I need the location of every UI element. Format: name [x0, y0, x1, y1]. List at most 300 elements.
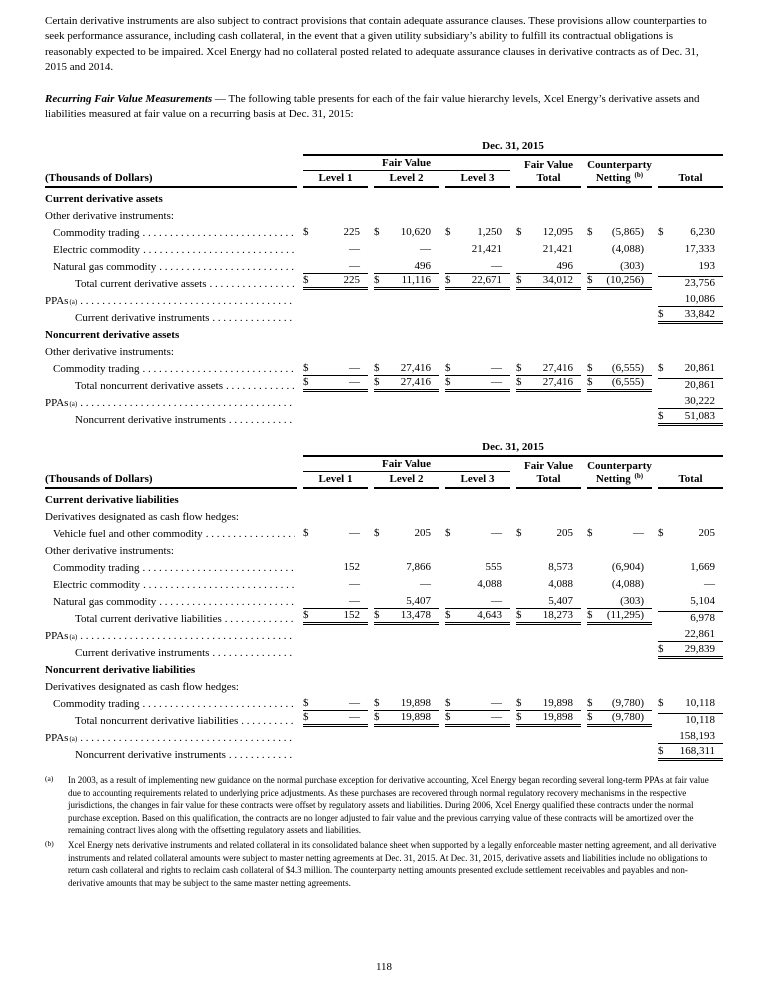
cell-value: (303): [620, 595, 644, 608]
row-label-text: Total noncurrent derivative assets: [75, 380, 223, 393]
col-header: Total: [658, 473, 723, 489]
currency-symbol: $: [516, 362, 522, 375]
table-row: [45, 256, 723, 273]
header-date-row: [45, 439, 723, 457]
cell-value: —: [349, 697, 360, 710]
table-cell: [445, 578, 510, 591]
cell-value: 19,898: [542, 711, 573, 724]
row-label: [45, 681, 297, 693]
cell-value: 17,333: [684, 243, 716, 256]
table-cell: [587, 608, 652, 625]
currency-symbol: $: [303, 362, 309, 375]
table-cell: [516, 595, 581, 608]
cell-value: 51,083: [684, 410, 716, 423]
row-label-text: Vehicle fuel and other commodity: [53, 528, 203, 541]
table-cell: [658, 226, 723, 239]
cell-value: 21,421: [471, 243, 502, 256]
col-header: Netting $^{(b)}$: [587, 473, 652, 489]
row-label-text: Commodity trading: [53, 227, 140, 240]
row-label: [45, 278, 297, 290]
table-cell: [587, 561, 652, 574]
table-cell: [658, 730, 723, 744]
table-cell: [303, 260, 368, 273]
table-cell: [516, 362, 581, 375]
cell-value: 27,416: [542, 362, 573, 375]
fair-value-table: [45, 439, 723, 761]
cell-value: 10,118: [685, 714, 716, 727]
row-label: [45, 511, 297, 523]
currency-symbol: $: [303, 226, 309, 239]
cell-value: (6,555): [611, 376, 644, 389]
table-cell: [303, 595, 368, 608]
currency-symbol: $: [516, 274, 522, 287]
table-cell: [445, 260, 510, 273]
cell-value: 20,861: [684, 379, 716, 392]
table-cell: [445, 561, 510, 574]
currency-symbol: $: [516, 226, 522, 239]
currency-symbol: $: [445, 697, 451, 710]
currency-symbol: $: [587, 362, 593, 375]
row-label: [45, 261, 297, 273]
table-cell: [303, 362, 368, 375]
table-row: [45, 341, 723, 358]
row-label: [45, 562, 297, 574]
table-cell: [445, 527, 510, 540]
col-header: Level 2: [374, 172, 439, 188]
col-header: Level 3: [445, 473, 510, 489]
row-label-text: Current derivative liabilities: [45, 494, 179, 507]
currency-symbol: $: [587, 527, 593, 540]
table-cell: [374, 226, 439, 239]
table-row: [45, 727, 723, 744]
dot-leader: [142, 698, 295, 710]
table-cell: [658, 561, 723, 574]
header-cols-row: [45, 171, 723, 188]
table-row: [45, 540, 723, 557]
cell-value: 22,861: [684, 628, 716, 641]
fair-value-spanner: Fair Value: [303, 157, 510, 171]
currency-symbol: $: [374, 527, 380, 540]
row-label-text: Noncurrent derivative liabilities: [45, 664, 196, 677]
row-label: [45, 613, 297, 625]
row-label-text: PPAs: [45, 397, 69, 410]
currency-symbol: $: [445, 527, 451, 540]
row-label-text: Commodity trading: [53, 363, 140, 376]
dot-leader: [209, 278, 295, 290]
currency-symbol: $: [658, 745, 664, 758]
table-row: [45, 358, 723, 375]
row-label-text: Current derivative instruments: [75, 312, 210, 325]
cell-value: —: [349, 527, 360, 540]
cell-value: 19,898: [400, 711, 431, 724]
fair-value-spanner: Fair Value: [303, 458, 510, 472]
table-cell: [445, 273, 510, 290]
row-label-text: Commodity trading: [53, 698, 140, 711]
cell-value: —: [349, 362, 360, 375]
dot-leader: [212, 312, 295, 324]
cell-value: 20,861: [684, 362, 716, 375]
cell-value: 555: [485, 561, 502, 574]
row-label-text: Noncurrent derivative instruments: [75, 414, 226, 427]
cell-value: 193: [698, 260, 716, 273]
table-cell: [374, 710, 439, 727]
cell-value: 158,193: [679, 730, 716, 743]
cell-value: 13,478: [400, 609, 431, 622]
row-label-text: Natural gas commodity: [53, 261, 157, 274]
table-row: [45, 659, 723, 676]
table-cell: [445, 697, 510, 710]
table-row: [45, 676, 723, 693]
currency-symbol: $: [374, 274, 380, 287]
currency-symbol: $: [516, 527, 522, 540]
cell-value: (4,088): [611, 243, 644, 256]
table-cell: [587, 578, 652, 591]
table-cell: [516, 697, 581, 710]
row-label-text: Derivatives designated as cash flow hedges:: [45, 681, 239, 694]
cell-value: —: [491, 697, 502, 710]
currency-symbol: $: [445, 226, 451, 239]
row-label-text: Other derivative instruments:: [45, 545, 174, 558]
table-cell: [303, 608, 368, 625]
currency-symbol: $: [445, 274, 451, 287]
footnote-text: In 2003, as a result of implementing new guidance on the normal purchase exception for derivative accounting, Xcel Energy began recording several long-term PPAs at fair value due to accounting requirements related to underlying price adjustments. As these purchases are recovered through normal regulatory recovery mechanisms in the respective jurisdictions, the changes in fair value for these contracts were offset by regulatory assets and liabilities. During 2006, Xcel Energy qualified these contracts under the normal purchase exception. Based on this qualification, the contracts are no longer adjusted to fair value and the previous carrying value of these contracts will be amortized over the remaining contract lives along with the offsetting regulatory assets and liabilities.: [68, 775, 709, 836]
row-label-text: Natural gas commodity: [53, 596, 157, 609]
cell-value: 1,669: [690, 561, 716, 574]
cell-value: 21,421: [542, 243, 573, 256]
table-cell: [658, 578, 723, 591]
table-cell: [587, 595, 652, 608]
table-row: [45, 273, 723, 290]
currency-symbol: $: [374, 226, 380, 239]
currency-symbol: $: [516, 697, 522, 710]
cell-value: (6,904): [611, 561, 644, 574]
table-cell: [658, 527, 723, 540]
currency-symbol: $: [658, 527, 664, 540]
table-cell: [374, 608, 439, 625]
cell-value: 11,116: [401, 274, 431, 287]
cell-value: 168,311: [679, 745, 716, 758]
table-cell: [587, 362, 652, 375]
currency-symbol: $: [303, 274, 309, 287]
table-row: [45, 608, 723, 625]
row-label: [45, 698, 297, 710]
table-row: [45, 188, 723, 205]
row-label: [45, 380, 297, 392]
cell-value: 4,643: [477, 609, 502, 622]
cell-value: —: [491, 376, 502, 389]
dot-leader: [206, 528, 295, 540]
cell-value: (6,555): [611, 362, 644, 375]
table-cell: [303, 375, 368, 392]
currency-symbol: $: [374, 376, 380, 389]
currency-symbol: $: [445, 362, 451, 375]
cell-value: 6,230: [690, 226, 716, 239]
row-label: [45, 210, 297, 222]
table-row: [45, 392, 723, 409]
dot-leader: [80, 397, 295, 409]
cell-value: 4,088: [477, 578, 502, 591]
dot-leader: [142, 562, 295, 574]
table-cell: [516, 578, 581, 591]
table-cell: [658, 378, 723, 392]
table-cell: [658, 643, 723, 659]
cell-value: —: [349, 578, 360, 591]
table-cell: [374, 561, 439, 574]
currency-symbol: $: [587, 274, 593, 287]
currency-symbol: $: [374, 609, 380, 622]
col-header: Level 2: [374, 473, 439, 489]
table-cell: [516, 375, 581, 392]
row-label: [45, 545, 297, 557]
table-cell: [658, 410, 723, 426]
row-label-text: Electric commodity: [53, 579, 141, 592]
cell-value: —: [491, 711, 502, 724]
cell-value: 19,898: [542, 697, 573, 710]
col-header: Level 1: [303, 172, 368, 188]
table-cell: [445, 608, 510, 625]
currency-symbol: $: [374, 362, 380, 375]
currency-symbol: $: [587, 711, 593, 724]
cell-value: —: [491, 362, 502, 375]
table-cell: [658, 260, 723, 273]
currency-symbol: $: [587, 226, 593, 239]
col-header: Level 3: [445, 172, 510, 188]
cell-value: (9,780): [611, 697, 644, 710]
dot-leader: [226, 380, 295, 392]
row-label: [45, 312, 297, 324]
row-label-text: Electric commodity: [53, 244, 141, 257]
recurring-fv-paragraph: [45, 92, 723, 123]
row-label: [45, 579, 297, 591]
table-row: [45, 222, 723, 239]
currency-symbol: $: [658, 226, 664, 239]
cell-value: 8,573: [548, 561, 573, 574]
row-label-text: Current derivative instruments: [75, 647, 210, 660]
table-cell: [303, 697, 368, 710]
table-cell: [303, 710, 368, 727]
table-row: [45, 375, 723, 392]
currency-symbol: $: [303, 697, 309, 710]
table-cell: [445, 226, 510, 239]
col-header-line1: Counterparty: [587, 159, 652, 172]
cell-value: (10,256): [606, 274, 644, 287]
page-number: 118: [375, 961, 393, 974]
table-cell: [516, 260, 581, 273]
row-label: [45, 596, 297, 608]
recurring-fv-text: — The following table presents for each of the fair value hierarchy levels, Xcel Energy’s derivative assets and liabilities measured at fair value on a recurring basis at Dec. 31, 2015:: [45, 92, 700, 121]
currency-symbol: $: [587, 609, 593, 622]
currency-symbol: $: [374, 697, 380, 710]
row-label: PPAs (a) . . .: [45, 397, 297, 409]
currency-symbol: $: [516, 376, 522, 389]
currency-symbol: $: [303, 609, 309, 622]
cell-value: —: [349, 260, 360, 273]
fair-value-table: [45, 138, 723, 426]
cell-value: (11,295): [606, 609, 644, 622]
cell-value: (303): [620, 260, 644, 273]
dot-leader: [225, 613, 295, 625]
row-label: [45, 346, 297, 358]
cell-value: 496: [556, 260, 573, 273]
row-label: [45, 363, 297, 375]
cell-value: —: [491, 260, 502, 273]
table-cell: [303, 578, 368, 591]
row-label-text: Noncurrent derivative assets: [45, 329, 180, 342]
row-label: [45, 664, 297, 676]
cell-value: 18,273: [542, 609, 573, 622]
cell-value: 34,012: [542, 274, 573, 287]
cell-value: —: [633, 527, 644, 540]
table-cell: [587, 375, 652, 392]
table-cell: [658, 308, 723, 324]
intro-paragraph: Certain derivative instruments are also subject to contract provisions that contain adequate assurance clauses. These provisions allow counterparties to seek performance assurance, including cash collateral, in the event that a given utility subsidiary’s ability to fulfill its contractual obligations is reasonably expected to be impaired. Xcel Energy had no collateral posted related to adequate assurance clauses in derivative contracts as of Dec. 31, 2015 and 2014.: [45, 15, 707, 74]
table-cell: [516, 273, 581, 290]
cell-value: 5,104: [690, 595, 716, 608]
cell-value: —: [491, 595, 502, 608]
cell-value: (4,088): [611, 578, 644, 591]
table-row: [45, 523, 723, 540]
table-cell: [658, 745, 723, 761]
table-cell: [516, 527, 581, 540]
row-label: [45, 227, 297, 239]
row-label: PPAs (a) . . .: [45, 295, 297, 307]
cell-value: 225: [343, 274, 360, 287]
table-cell: [516, 710, 581, 727]
currency-symbol: $: [445, 376, 451, 389]
cell-value: 7,866: [406, 561, 431, 574]
table-cell: [516, 243, 581, 256]
cell-value: —: [420, 243, 431, 256]
cell-value: 205: [698, 527, 716, 540]
col-header: Netting $^{(b)}$: [587, 172, 652, 188]
table-cell: [658, 293, 723, 307]
date-header: Dec. 31, 2015: [303, 441, 723, 457]
row-label-text: PPAs: [45, 732, 69, 745]
header-cols-row: [45, 472, 723, 489]
table-cell: [587, 697, 652, 710]
dot-leader: [212, 647, 295, 659]
footnote-ref: (b): [634, 471, 644, 480]
table-cell: [374, 260, 439, 273]
cell-value: —: [420, 578, 431, 591]
cell-value: (9,780): [611, 711, 644, 724]
cell-value: 496: [414, 260, 431, 273]
col-header-line1: Counterparty: [587, 460, 652, 473]
cell-value: 6,978: [690, 612, 716, 625]
table-cell: [658, 713, 723, 727]
cell-value: 27,416: [400, 376, 431, 389]
footnotes: [45, 774, 723, 889]
footnote-marker: (b): [45, 839, 54, 849]
table-cell: [658, 276, 723, 290]
table-cell: [587, 243, 652, 256]
col-header-line1: Fair Value: [523, 159, 573, 172]
table-row: [45, 409, 723, 426]
cell-value: 12,095: [542, 226, 573, 239]
row-label-text: Derivatives designated as cash flow hedges:: [45, 511, 239, 524]
dot-leader: [229, 414, 295, 426]
table-row: [45, 642, 723, 659]
table-cell: [445, 362, 510, 375]
cell-value: (5,865): [611, 226, 644, 239]
cell-value: 30,222: [684, 395, 716, 408]
cell-value: 205: [556, 527, 573, 540]
cell-value: 23,756: [684, 277, 716, 290]
dot-leader: [80, 630, 295, 642]
table-cell: [658, 697, 723, 710]
row-label: [45, 494, 297, 506]
col-header: Level 1: [303, 473, 368, 489]
row-label-text: Other derivative instruments:: [45, 346, 174, 359]
col-header: Total: [658, 172, 723, 188]
table-cell: [516, 608, 581, 625]
row-label: [45, 749, 297, 761]
cell-value: 33,842: [684, 308, 716, 321]
cell-value: 19,898: [400, 697, 431, 710]
row-label: [45, 715, 297, 727]
header-spanner-row: [45, 457, 723, 472]
table-cell: [374, 273, 439, 290]
table-cell: [374, 362, 439, 375]
footnote-marker: (a): [45, 774, 54, 784]
table-cell: [374, 578, 439, 591]
cell-value: 29,839: [684, 643, 716, 656]
footnote-text: Xcel Energy nets derivative instruments and related collateral in its consolidated balance sheet when supported by a legally enforceable master netting agreement, and all derivative instruments and related collateral amounts were subject to master netting agreements at Dec. 31, 2015. At Dec. 31, 2015, derivative assets and liabilities include no obligations to return cash collateral and rights to reclaim cash collateral of $4.3 million. The counterparty netting amounts presented exclude settlement receivables and payables and non-derivative amounts that may be subject to the same master netting agreements.: [68, 840, 717, 888]
header-date-row: [45, 138, 723, 156]
fv-table-0: [45, 138, 723, 426]
table-cell: [658, 628, 723, 642]
dot-leader: [229, 749, 295, 761]
row-label-text: Commodity trading: [53, 562, 140, 575]
currency-symbol: $: [658, 697, 664, 710]
thousands-of-dollars-label: (Thousands of Dollars): [45, 172, 297, 188]
row-label: PPAs (a) . . .: [45, 732, 297, 744]
cell-value: 1,250: [477, 226, 502, 239]
row-label: [45, 244, 297, 256]
cell-value: —: [349, 243, 360, 256]
currency-symbol: $: [445, 609, 451, 622]
table-cell: [374, 527, 439, 540]
table-cell: [303, 226, 368, 239]
currency-symbol: $: [303, 711, 309, 724]
currency-symbol: $: [587, 376, 593, 389]
cell-value: 27,416: [542, 376, 573, 389]
dot-leader: [241, 715, 295, 727]
table-cell: [516, 561, 581, 574]
row-label: [45, 647, 297, 659]
currency-symbol: $: [303, 527, 309, 540]
fv-table-1: [45, 439, 723, 761]
table-cell: [374, 243, 439, 256]
cell-value: 152: [343, 561, 360, 574]
cell-value: —: [349, 711, 360, 724]
dot-leader: [80, 295, 295, 307]
dot-leader: [143, 579, 295, 591]
row-label-text: PPAs: [45, 295, 69, 308]
header-spanner-row: [45, 156, 723, 171]
table-cell: [658, 611, 723, 625]
cell-value: 205: [414, 527, 431, 540]
recurring-fv-heading: Recurring Fair Value Measurements: [45, 92, 213, 105]
table-row: [45, 625, 723, 642]
currency-symbol: $: [303, 376, 309, 389]
currency-symbol: $: [658, 410, 664, 423]
row-label: PPAs (a) . . .: [45, 630, 297, 642]
cell-value: 4,088: [548, 578, 573, 591]
cell-value: 225: [343, 226, 360, 239]
row-label-text: PPAs: [45, 630, 69, 643]
col-header-line1: Fair Value: [523, 460, 573, 473]
